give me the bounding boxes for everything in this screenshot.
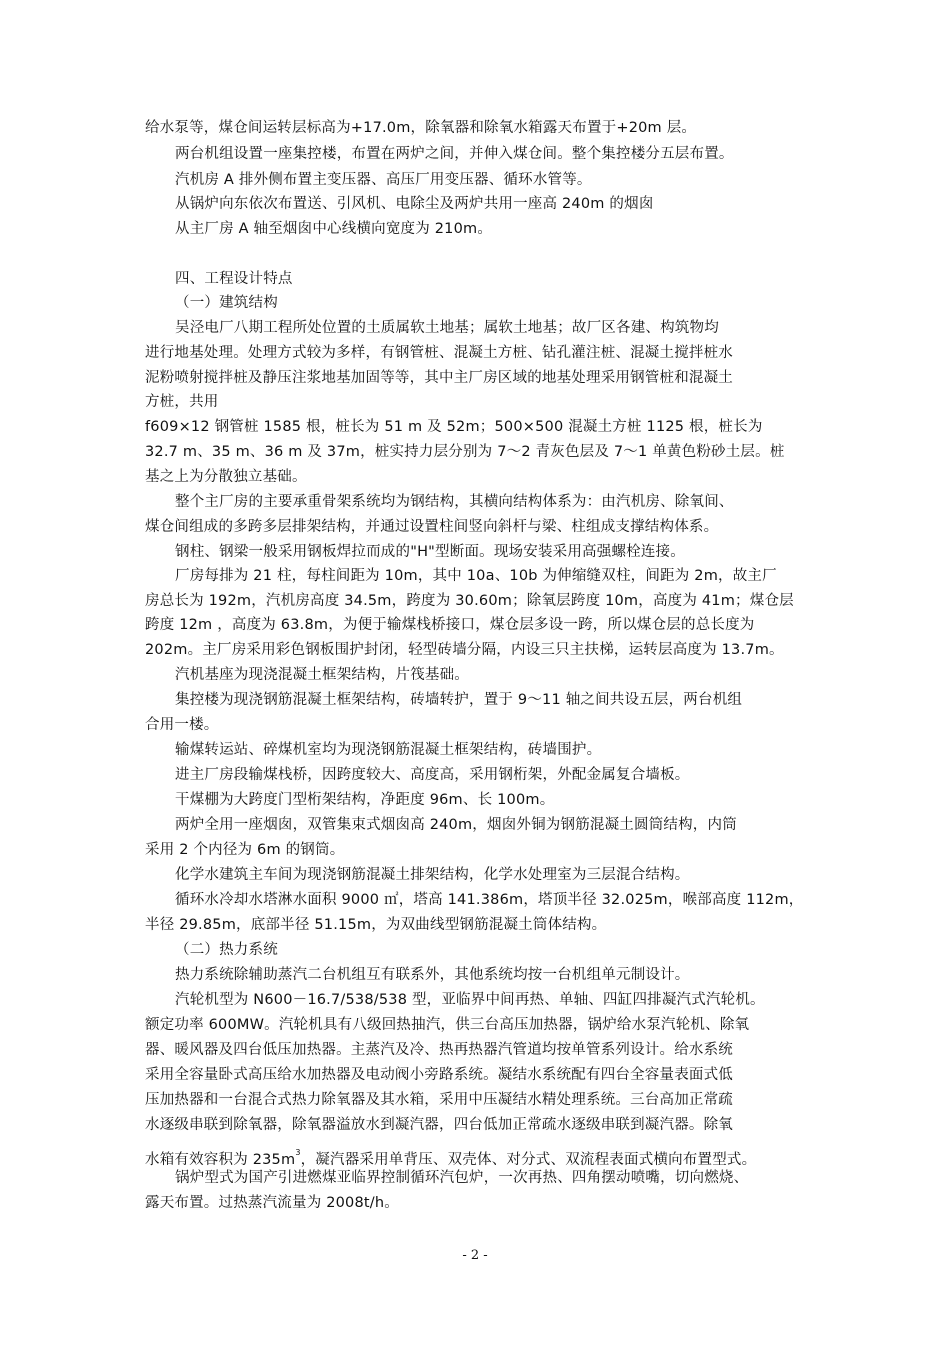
text-line: 房总长为 192m，汽机房高度 34.5m，跨度为 30.60m；除氧层跨度 10m，高度为 41m；煤仓层 [145,593,794,609]
text-line: 压加热器和一台混合式热力除氧器及其水箱，采用中压凝结水精处理系统。三台高加正常疏 [145,1092,733,1108]
page-number: - 2 - [462,1248,488,1263]
text-line: f609×12 钢管桩 1585 根，桩长为 51 m 及 52m；500×500 混凝土方桩 1125 根，桩长为 [145,419,763,435]
text-line: 露天布置。过热蒸汽流量为 2008t/h。 [145,1195,399,1211]
subsection-heading: （一）建筑结构 [175,295,278,311]
text-line: 化学水建筑主车间为现浇钢筋混凝土排架结构，化学水处理室为三层混合结构。 [175,867,690,883]
text-line: 循环水冷却水塔淋水面积 9000 ㎡，塔高 141.386m，塔顶半径 32.025m，喉部高度 112m， [175,892,804,908]
superscript: 3 [295,1148,301,1157]
text-line: 额定功率 600MW。汽轮机具有八级回热抽汽，供三台高压加热器，锅炉给水泵汽轮机、除氧 [145,1017,750,1033]
text-line: 采用全容量卧式高压给水加热器及电动阀小旁路系统。凝结水系统配有四台全容量表面式低 [145,1067,733,1083]
text-line: 锅炉型式为国产引进燃煤亚临界控制循环汽包炉，一次再热、四角摆动喷嘴，切向燃烧、 [175,1170,749,1186]
text-line: 水逐级串联到除氧器，除氧器溢放水到凝汽器，四台低加正常疏水逐级串联到凝汽器。除氧 [145,1117,733,1133]
text-line: 煤仓间组成的多跨多层排架结构，并通过设置柱间竖向斜杆与梁、柱组成支撑结构体系。 [145,519,719,535]
text-line: 输煤转运站、碎煤机室均为现浇钢筋混凝土框架结构，砖墙围护。 [175,742,602,758]
text-line: 进主厂房段输煤栈桥，因跨度较大、高度高，采用钢桁架，外配金属复合墙板。 [175,767,690,783]
text-line [145,1143,756,1170]
text-line: 跨度 12m ，高度为 63.8m，为便于输煤栈桥接口，煤仓层多设一跨，所以煤仓层的总长度为 [145,617,755,633]
text-line: 从锅炉向东依次布置送、引风机、电除尘及两炉共用一座高 240m 的烟囱 [175,196,654,212]
text-line: 半径 29.85m，底部半径 51.15m，为双曲线型钢筋混凝土筒体结构。 [145,917,607,933]
text-line: 两台机组设置一座集控楼，布置在两炉之间，并伸入煤仓间。整个集控楼分五层布置。 [175,146,734,162]
text-line: 干煤棚为大跨度门型桁架结构，净距度 96m、长 100m。 [175,792,555,808]
text-line: 热力系统除辅助蒸汽二台机组互有联系外，其他系统均按一台机组单元制设计。 [175,967,690,983]
text-line: 钢柱、钢梁一般采用钢板焊拉而成的"H"型断面。现场安装采用高强螺栓连接。 [175,544,685,560]
text-line: 合用一楼。 [145,717,219,733]
text-line: 集控楼为现浇钢筋混凝土框架结构，砖墙转护，置于 9～11 轴之间共设五层，两台机组 [175,692,743,708]
text-line: 采用 2 个内径为 6m 的钢筒。 [145,842,345,858]
text-line: 器、暖风器及四台低压加热器。主蒸汽及冷、热再热器汽管道均按单管系列设计。给水系统 [145,1042,733,1058]
text-line: 汽轮机型为 N600－16.7/538/538 型，亚临界中间再热、单轴、四缸四排凝汽式汽轮机。 [175,992,765,1008]
section-heading: 四、工程设计特点 [175,271,293,287]
text-line: 整个主厂房的主要承重骨架系统均为钢结构，其横向结构体系为：由汽机房、除氧间、 [175,494,734,510]
text-line: 泥粉喷射搅拌桩及静压注浆地基加固等等，其中主厂房区域的地基处理采用钢管桩和混凝土 [145,370,733,386]
text-line: 两炉全用一座烟囱，双管集束式烟囱高 240m，烟囱外铜为钢筋混凝土圆筒结构，内筒 [175,817,737,833]
text-line: 汽机房 A 排外侧布置主变压器、高压厂用变压器、循环水管等。 [175,172,592,188]
text-line: 基之上为分散独立基础。 [145,469,307,485]
text-line: 从主厂房 A 轴至烟囱中心线横向宽度为 210m。 [175,221,493,237]
text-line: 32.7 m、35 m、36 m 及 37m，桩实持力层分别为 7～2 青灰色层及 7～1 单黄色粉砂土层。桩 [145,444,785,460]
subsection-heading: （二）热力系统 [175,942,278,958]
text-line: 方桩，共用 [145,394,219,410]
text-line: 厂房每排为 21 柱，每柱间距为 10m，其中 10a、10b 为伸缩缝双柱，间距为 2m，故主厂 [175,568,777,584]
text-line: 进行地基处理。处理方式较为多样，有钢管桩、混凝土方桩、钻孔灌注桩、混凝土搅拌桩水 [145,345,733,361]
text-segment: 水箱有效容积为 235m [145,1152,296,1168]
text-segment: ，凝汽器采用单背压、双壳体、对分式、双流程表面式横向布置型式。 [300,1152,757,1168]
text-line: 给水泵等，煤仓间运转层标高为+17.0m，除氧器和除氧水箱露天布置于+20m 层。 [145,120,697,136]
text-line: 202m。主厂房采用彩色钢板围护封闭，轻型砖墙分隔，内设三只主扶梯，运转层高度为 13.7m。 [145,642,784,658]
text-line: 汽机基座为现浇混凝土框架结构，片筏基础。 [175,667,469,683]
text-line: 吴泾电厂八期工程所处位置的土质属软土地基；属软土地基；故厂区各建、构筑物均 [175,320,719,336]
